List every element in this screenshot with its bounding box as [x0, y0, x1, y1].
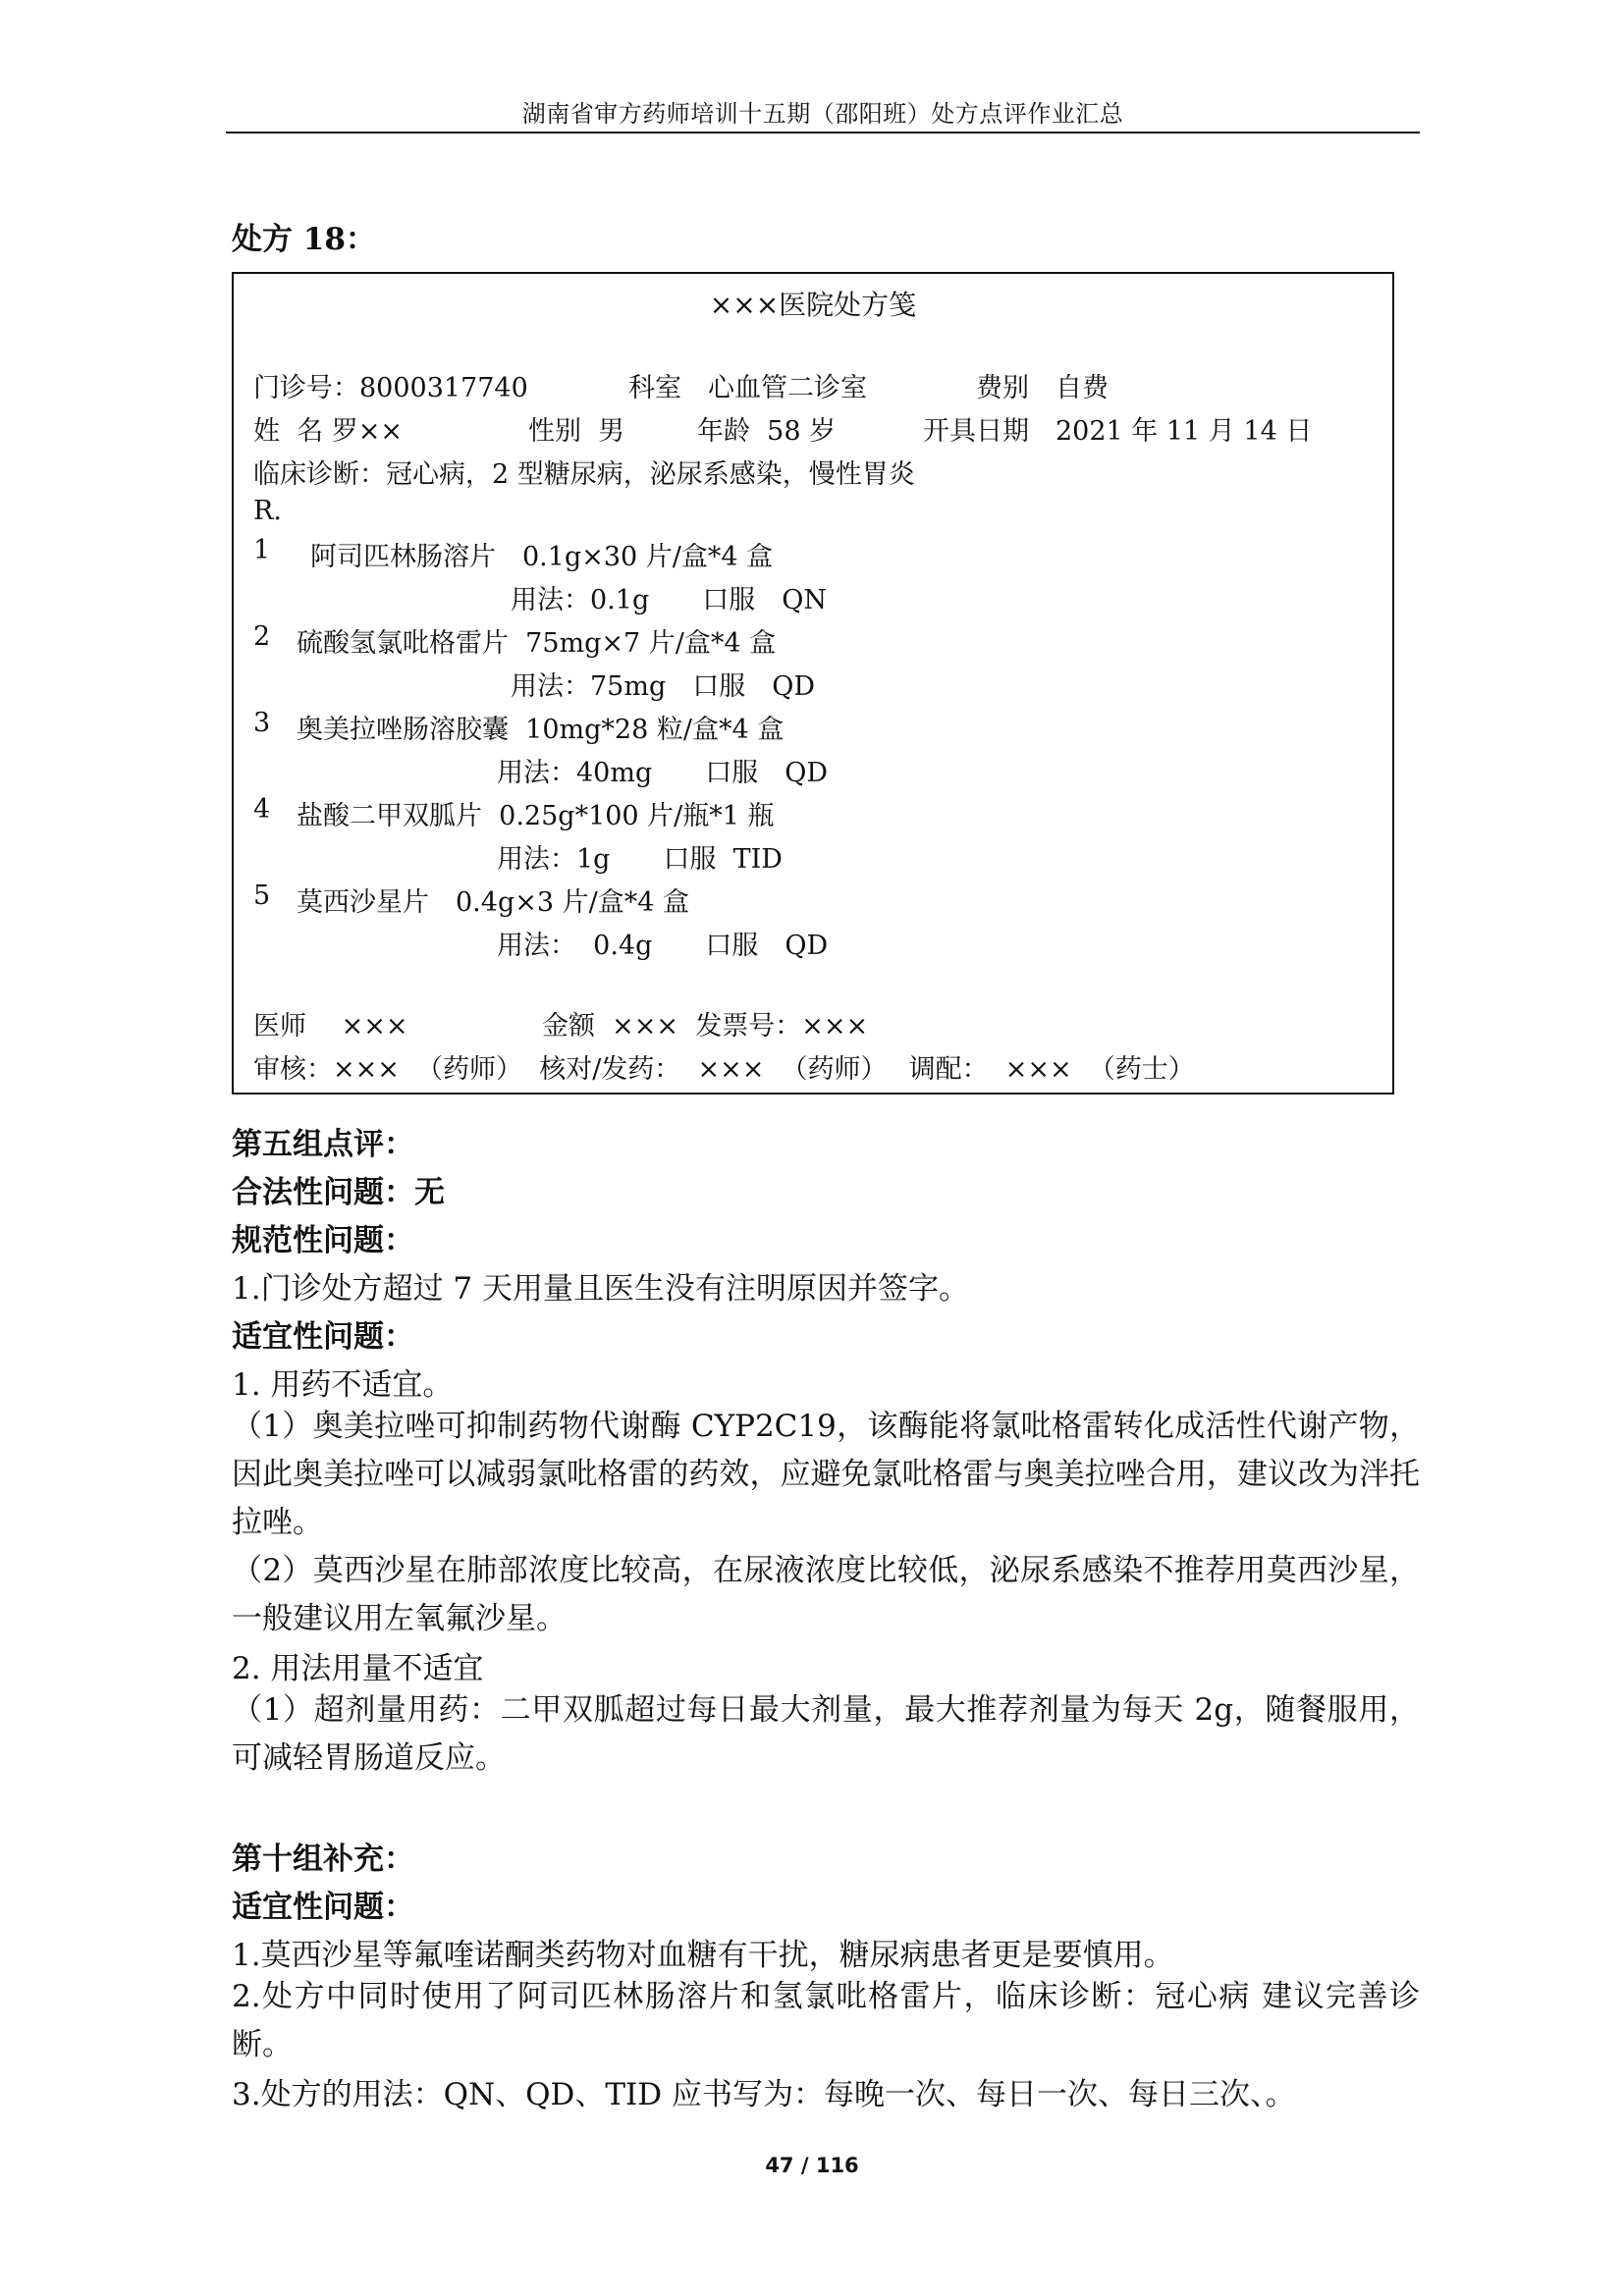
group5-title: 第五组点评：	[232, 1127, 414, 1162]
patient-gender: 性别 男	[528, 416, 625, 447]
drug-number: 4	[253, 794, 271, 825]
appropriateness-title: 适宜性问题：	[232, 1890, 414, 1925]
supplement-item: 1.莫西沙星等氟喹诺酮类药物对血糖有干扰，糖尿病患者更是要慎用。	[232, 1938, 1174, 1973]
drug-number: 3	[253, 708, 271, 738]
appropriateness-subitem: （1）奥美拉唑可抑制药物代谢酶 CYP2C19，该酶能将氯吡格雷转化成活性代谢产物，因此奥美拉唑可以减弱氯吡格雷的药效，应避免氯吡格雷与奥美拉唑合用，建议改为泮托拉唑。	[232, 1409, 1420, 1540]
header-divider	[226, 132, 1420, 133]
outpatient-number: 门诊号：8000317740	[253, 373, 528, 403]
drug-usage: 用法：1g 口服 TID	[497, 844, 783, 875]
appropriateness-title: 适宜性问题：	[232, 1319, 414, 1355]
prescription-box	[232, 272, 1394, 1095]
prescription-title: 处方 18：	[232, 222, 376, 257]
normative-title: 规范性问题：	[232, 1223, 414, 1258]
drug-usage: 用法：75mg 口服 QD	[511, 671, 816, 702]
issue-date: 开具日期 2021 年 11 月 14 日	[923, 416, 1313, 447]
patient-age: 年龄 58 岁	[697, 416, 837, 447]
review-signatures: 审核：××× （药师） 核对/发药： ××× （药师） 调配： ××× （药士）	[253, 1054, 1195, 1085]
drug-usage: 用法： 0.4g 口服 QD	[497, 931, 829, 961]
prescription-heading: ×××医院处方笺	[709, 289, 917, 321]
drug-name: 阿司匹林肠溶片 0.1g×30 片/盒*4 盒	[310, 542, 774, 572]
page-number: 47 / 116	[765, 2154, 859, 2177]
drug-usage: 用法：40mg 口服 QD	[497, 758, 829, 788]
drug-number: 5	[253, 881, 271, 911]
drug-number: 1	[253, 535, 271, 565]
page-header: 湖南省审方药师培训十五期（邵阳班）处方点评作业汇总	[521, 100, 1124, 128]
drug-usage: 用法：0.1g 口服 QN	[511, 585, 827, 615]
amount-invoice: 金额 ××× 发票号：×××	[542, 1011, 869, 1041]
supplement-item: 3.处方的用法：QN、QD、TID 应书写为：每晚一次、每日一次、每日三次、。	[232, 2077, 1296, 2112]
group10-title: 第十组补充：	[232, 1842, 414, 1877]
drug-name: 硫酸氢氯吡格雷片 75mg×7 片/盒*4 盒	[297, 628, 777, 659]
appropriateness-item: 2. 用法用量不适宜	[232, 1651, 484, 1686]
department: 科室 心血管二诊室	[628, 373, 867, 403]
appropriateness-subitem: （1）超剂量用药：二甲双胍超过每日最大剂量，最大推荐剂量为每天 2g，随餐服用，可减轻胃肠道反应。	[232, 1692, 1420, 1776]
drug-name: 盐酸二甲双胍片 0.25g*100 片/瓶*1 瓶	[297, 801, 775, 831]
fee-type: 费别 自费	[976, 373, 1109, 403]
drug-name: 奥美拉唑肠溶胶囊 10mg*28 粒/盒*4 盒	[297, 715, 785, 745]
patient-name: 姓 名 罗××	[253, 416, 403, 447]
clinical-diagnosis: 临床诊断：冠心病，2 型糖尿病，泌尿系感染，慢性胃炎	[253, 459, 915, 490]
drug-name: 莫西沙星片 0.4g×3 片/盒*4 盒	[297, 887, 689, 918]
normative-item: 1.门诊处方超过 7 天用量且医生没有注明原因并签字。	[232, 1271, 970, 1307]
appropriateness-item: 1. 用药不适宜。	[232, 1367, 454, 1403]
appropriateness-subitem: （2）莫西沙星在肺部浓度比较高，在尿液浓度比较低，泌尿系感染不推荐用莫西沙星，一般建议用左氧氟沙星。	[232, 1553, 1420, 1636]
doctor: 医师 ×××	[253, 1011, 408, 1041]
legality-issue: 合法性问题：无	[232, 1175, 445, 1210]
rx-symbol: R.	[253, 496, 282, 526]
drug-number: 2	[253, 621, 271, 652]
supplement-item: 2.处方中同时使用了阿司匹林肠溶片和氢氯吡格雷片，临床诊断：冠心病 建议完善诊断。	[232, 1979, 1420, 2062]
